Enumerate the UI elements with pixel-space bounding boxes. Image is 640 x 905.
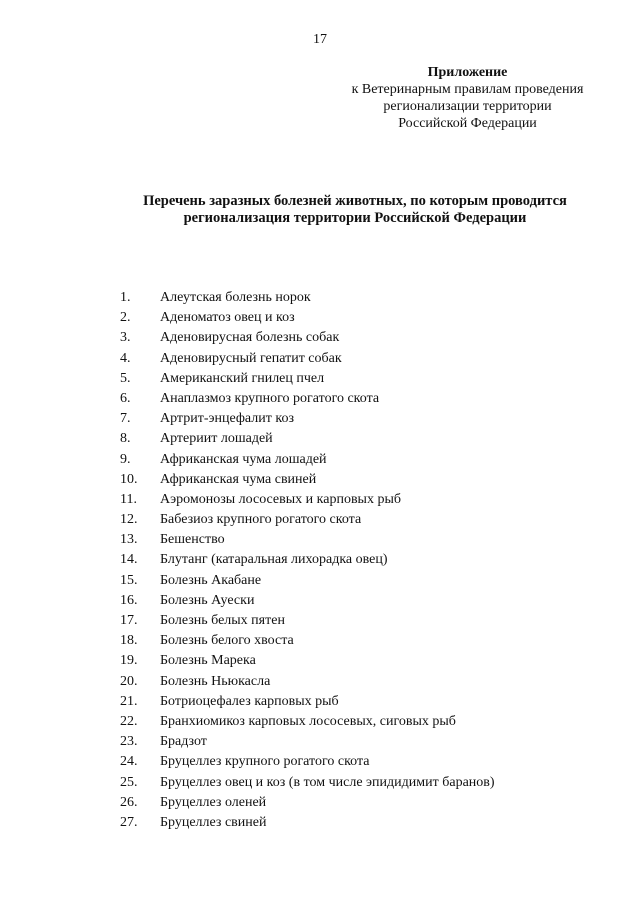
list-item-number: 6.: [120, 390, 131, 406]
list-item-number: 12.: [120, 512, 138, 528]
list-item-number: 8.: [120, 431, 131, 447]
list-item-number: 22.: [120, 713, 138, 729]
list-item-number: 13.: [120, 532, 138, 548]
appendix-line: к Ветеринарным правилам проведения: [351, 82, 584, 97]
list-item-number: 7.: [120, 411, 131, 427]
list-item-name: Болезнь белых пятен: [160, 613, 285, 628]
list-item-name: Блутанг (катаральная лихорадка овец): [160, 552, 388, 568]
list-item-name: Бабезиоз крупного рогатого скота: [160, 512, 362, 528]
document-title: [110, 193, 600, 227]
appendix-block: [340, 64, 595, 132]
list-item-name: Ботриоцефалез карповых рыб: [160, 693, 339, 709]
list-item-number: 18.: [120, 633, 138, 649]
appendix-line: регионализации территории: [383, 99, 552, 114]
list-item-number: 25.: [120, 774, 138, 790]
list-item-number: 23.: [120, 734, 138, 750]
list-item-name: Артрит-энцефалит коз: [160, 411, 294, 427]
list-item-name: Аэромонозы лососевых и карповых рыб: [160, 491, 401, 507]
list-item-name: Аденовирусная болезнь собак: [160, 330, 340, 346]
list-item-name: Бруцеллез оленей: [160, 794, 267, 810]
list-item-name: Брадзот: [160, 734, 207, 750]
list-item-name: Бешенство: [160, 532, 225, 548]
list-item-name: Болезнь Ньюкасла: [160, 673, 271, 689]
list-item-number: 15.: [120, 572, 138, 588]
list-item-name: Болезнь Акабане: [160, 572, 262, 588]
list-item-name: Анаплазмоз крупного рогатого скота: [160, 390, 380, 406]
list-item-name: Американский гнилец пчел: [160, 370, 325, 386]
list-item-name: Бруцеллез крупного рогатого скота: [160, 754, 370, 770]
list-item-name: Артериит лошадей: [160, 431, 273, 447]
list-item-number: 27.: [120, 814, 138, 830]
document-title-line: Перечень заразных болезней животных, по которым проводится: [143, 193, 567, 209]
list-item-number: 19.: [120, 653, 138, 669]
list-item-name: Аденовирусный гепатит собак: [160, 350, 342, 366]
list-item-number: 21.: [120, 693, 138, 709]
appendix-title: Приложение: [427, 65, 508, 80]
list-item-number: 24.: [120, 754, 138, 770]
list-item-name: Африканская чума свиней: [160, 471, 317, 487]
list-item-name: Болезнь белого хвоста: [160, 633, 294, 649]
list-item-number: 26.: [120, 794, 138, 810]
list-item-number: 9.: [120, 451, 131, 467]
list-item-number: 20.: [120, 673, 138, 689]
document-title-line: регионализация территории Российской Федерации: [183, 210, 527, 226]
list-item-name: Аденоматоз овец и коз: [160, 310, 295, 326]
appendix-line: Российской Федерации: [398, 116, 537, 131]
list-item-number: 1.: [120, 290, 131, 305]
list-item-number: 16.: [120, 592, 138, 608]
list-item-number: 4.: [120, 350, 131, 366]
list-item-number: 10.: [120, 471, 138, 487]
list-item-number: 11.: [120, 491, 137, 507]
list-item-number: 5.: [120, 370, 131, 386]
list-item-name: Бруцеллез свиней: [160, 814, 267, 830]
list-item-name: Бранхиомикоз карповых лососевых, сиговых рыб: [160, 713, 456, 729]
list-item-name: Африканская чума лошадей: [160, 451, 327, 467]
list-item-name: Алеутская болезнь норок: [160, 290, 311, 305]
list-item-number: 3.: [120, 330, 131, 346]
list-item-name: Болезнь Марека: [160, 653, 256, 669]
list-item-name: Болезнь Ауески: [160, 592, 255, 608]
list-item-number: 17.: [120, 613, 138, 628]
list-item-number: 2.: [120, 310, 131, 326]
page-number: 17: [313, 32, 327, 47]
list-item-name: Бруцеллез овец и коз (в том числе эпидидимит баранов): [160, 774, 495, 790]
list-item-number: 14.: [120, 552, 138, 568]
